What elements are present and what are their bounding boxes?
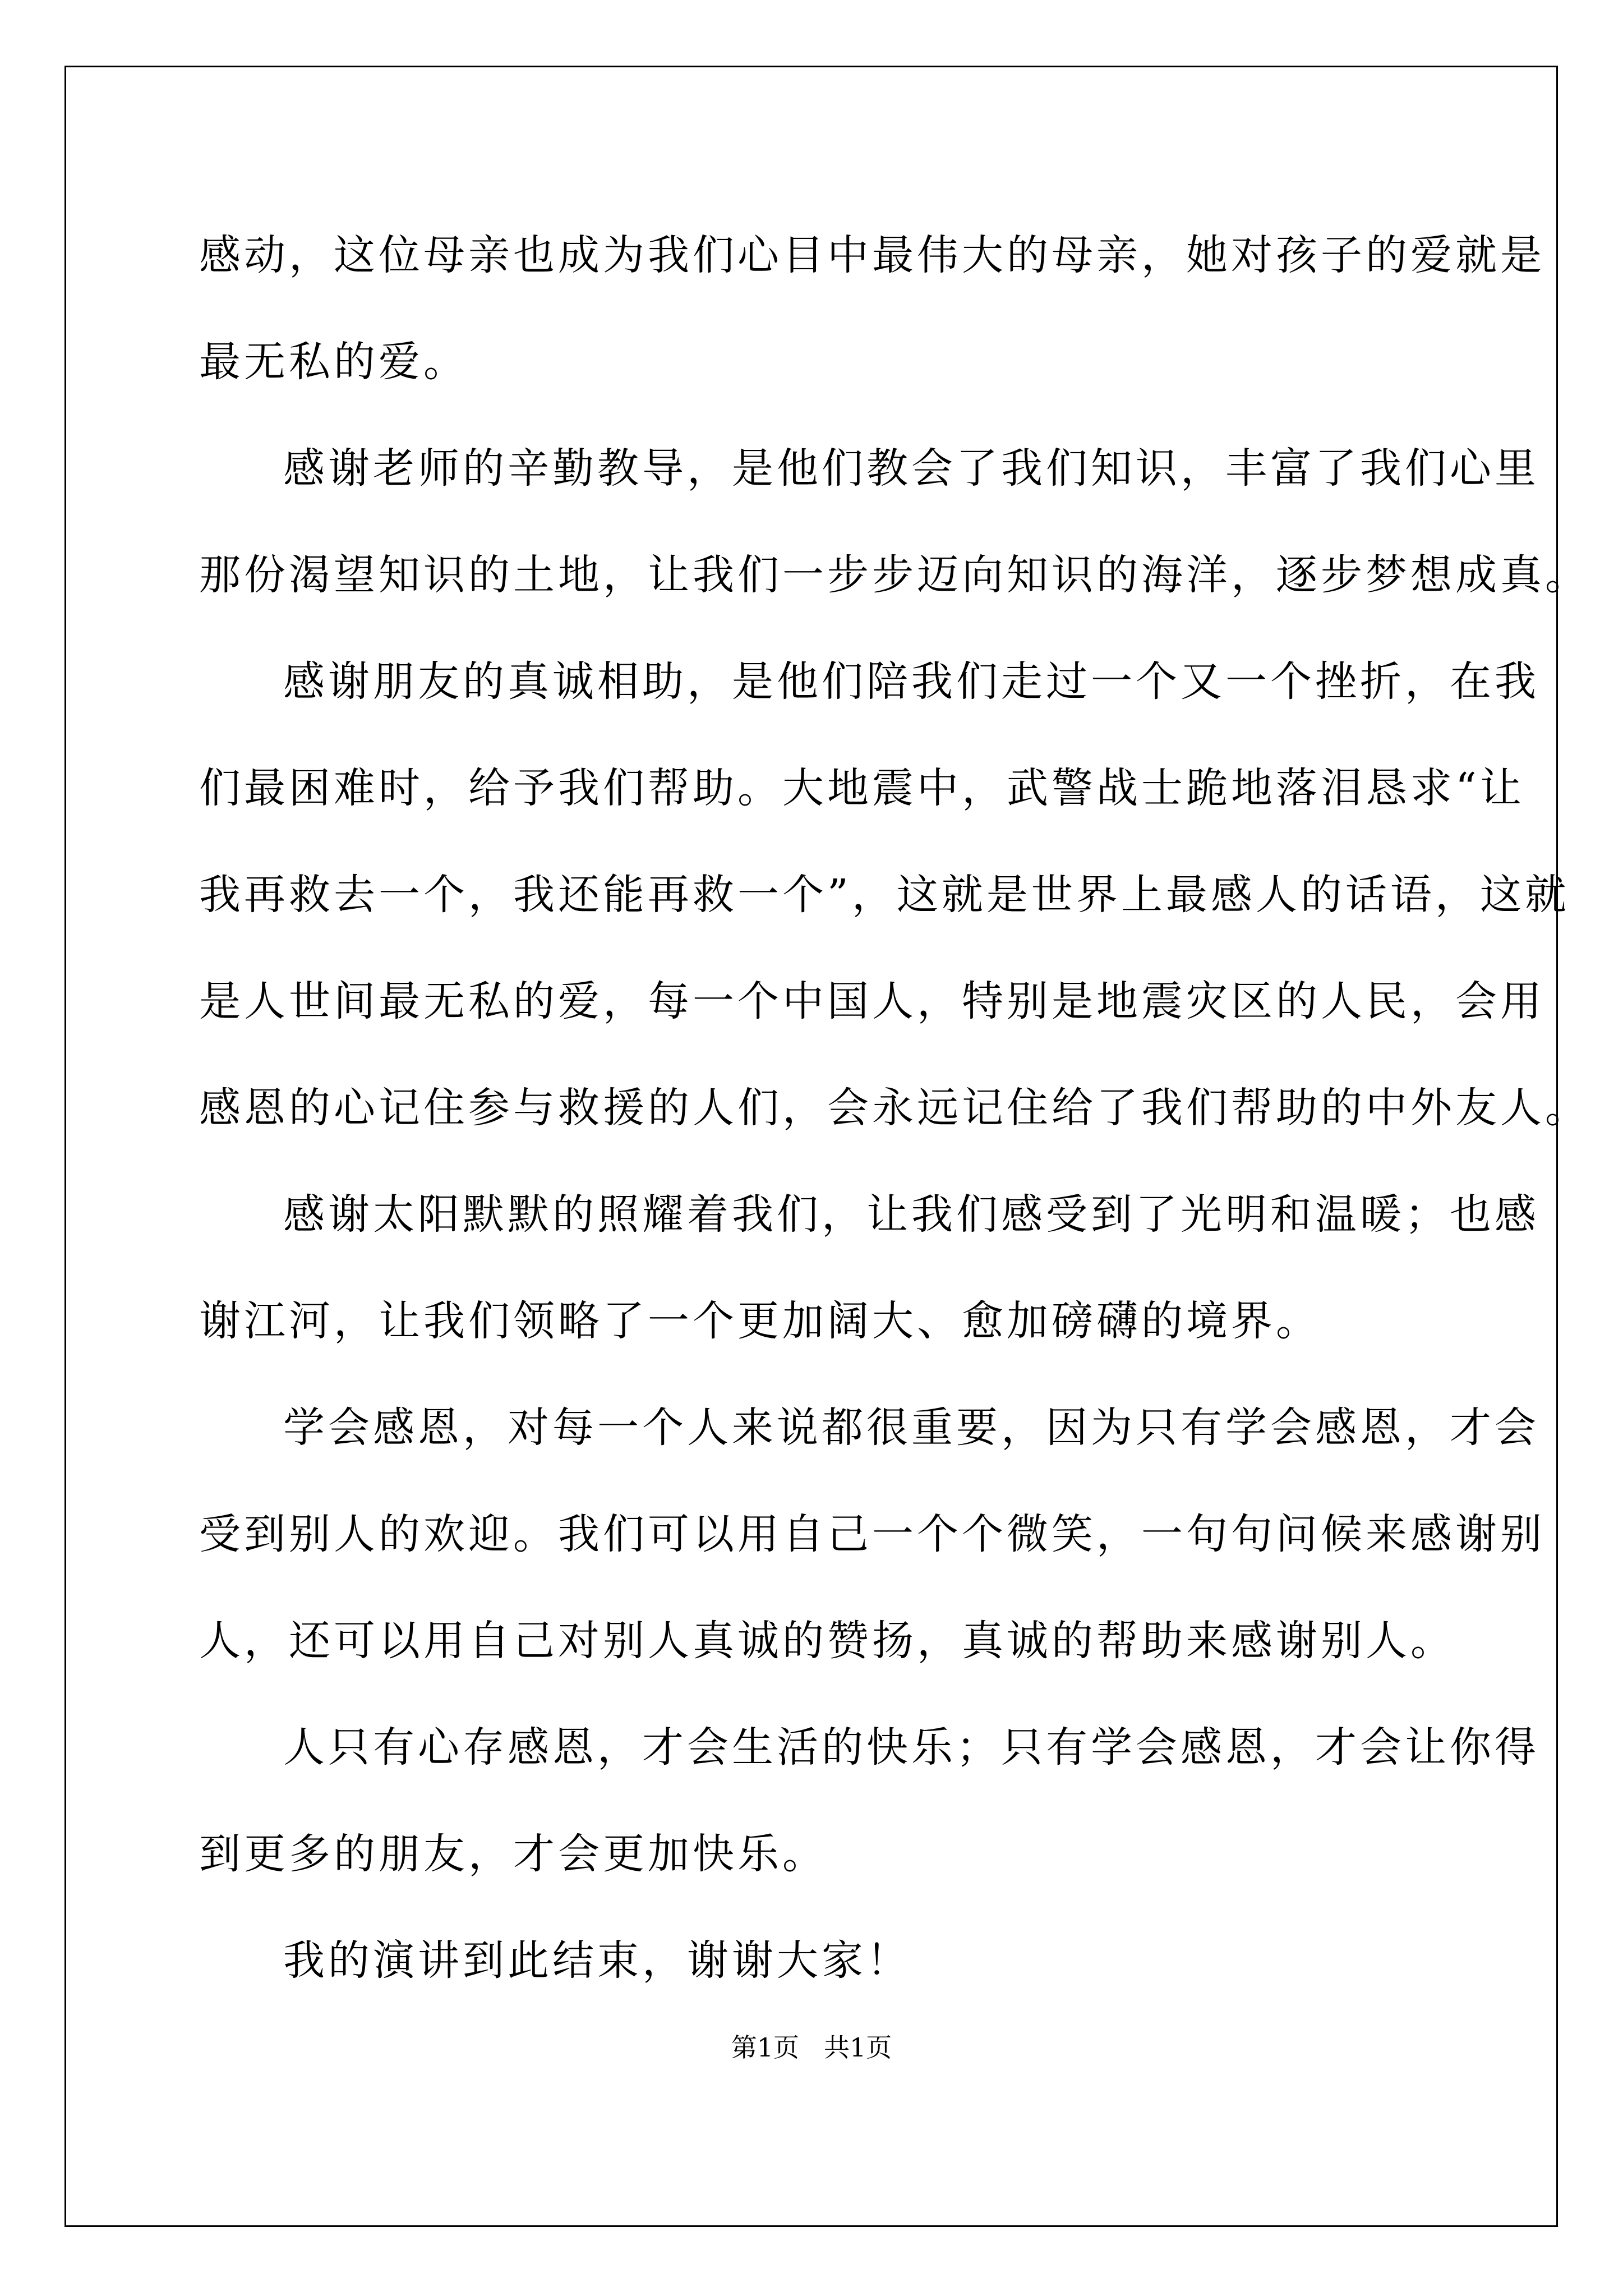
paragraph-line: 我的演讲到此结束，谢谢大家！	[283, 1936, 911, 1985]
paragraph-line: 是人世间最无私的爱，每一个中国人，特别是地震灾区的人民，会用	[199, 977, 1545, 1025]
paragraph-line: 学会感恩，对每一个人来说都很重要，因为只有学会感恩，才会	[283, 1404, 1539, 1452]
paragraph-line: 感谢老师的辛勤教导，是他们教会了我们知识，丰富了我们心里	[283, 444, 1539, 493]
total-pages: 共1页	[823, 2032, 892, 2063]
paragraph-line: 感动，这位母亲也成为我们心目中最伟大的母亲，她对孩子的爱就是	[199, 231, 1545, 279]
paragraph-line: 感恩的心记住参与救援的人们，会永远记住给了我们帮助的中外友人。	[199, 1084, 1590, 1132]
paragraph-line: 最无私的爱。	[199, 338, 468, 386]
paragraph-line: 谢江河，让我们领略了一个更加阔大、愈加磅礴的境界。	[199, 1297, 1321, 1345]
paragraph-line: 人只有心存感恩，才会生活的快乐；只有学会感恩，才会让你得	[283, 1723, 1539, 1772]
page-number: 第1页	[731, 2032, 800, 2063]
paragraph-line: 到更多的朋友，才会更加快乐。	[199, 1830, 827, 1878]
paragraph-line: 感谢朋友的真诚相助，是他们陪我们走过一个又一个挫折，在我	[283, 657, 1539, 706]
paragraph-line: 感谢太阳默默的照耀着我们，让我们感受到了光明和温暖；也感	[283, 1190, 1539, 1239]
paragraph-line: 我再救去一个，我还能再救一个”，这就是世界上最感人的话语，这就	[199, 871, 1570, 919]
page-footer	[0, 2031, 1623, 2064]
paragraph-line: 受到别人的欢迎。我们可以用自己一个个微笑，一句句问候来感谢别	[199, 1510, 1545, 1558]
paragraph-line: 人，还可以用自己对别人真诚的赞扬，真诚的帮助来感谢别人。	[199, 1617, 1455, 1665]
document-body	[199, 202, 1590, 2014]
paragraph-line: 们最困难时，给予我们帮助。大地震中，武警战士跪地落泪恳求“让	[199, 764, 1525, 812]
paragraph-line: 那份渴望知识的土地，让我们一步步迈向知识的海洋，逐步梦想成真。	[199, 551, 1590, 599]
